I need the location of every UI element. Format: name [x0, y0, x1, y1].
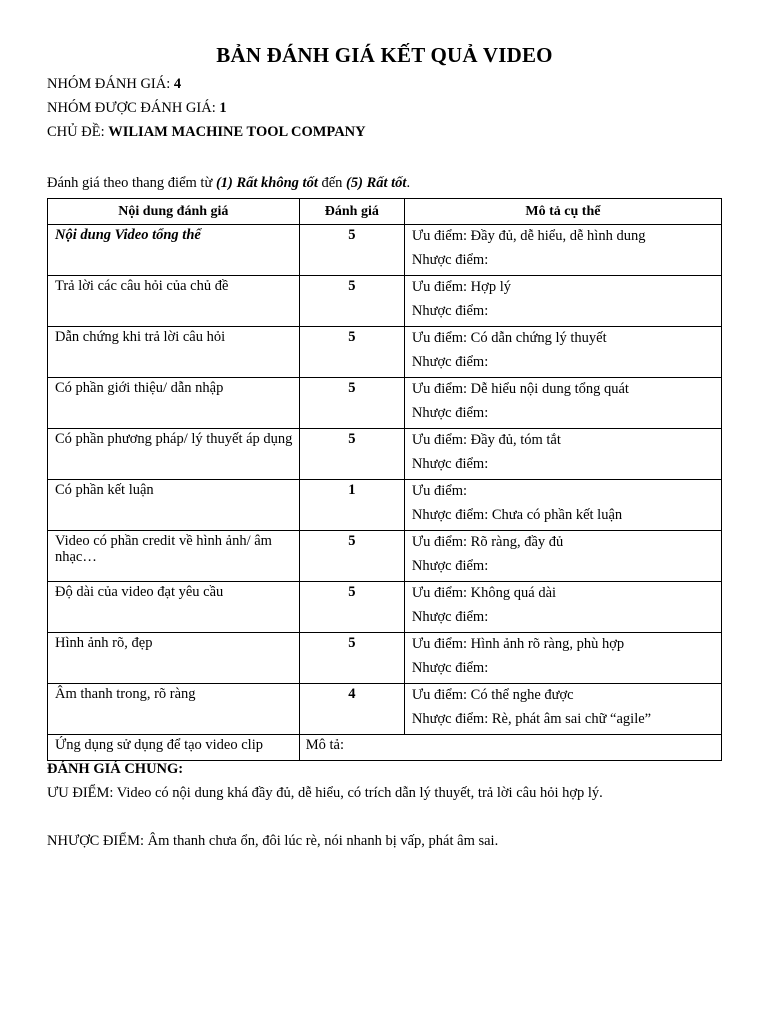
summary-cons: NHƯỢC ĐIỂM: Âm thanh chưa ổn, đôi lúc rè, nói nhanh bị vấp, phát âm sai.: [47, 833, 499, 849]
score-cell: 5: [299, 429, 404, 480]
scale-high: (5) Rất tốt: [346, 175, 407, 191]
description-cell: [404, 684, 721, 735]
evaluation-table: [47, 198, 722, 761]
criterion-cell: Có phần phương pháp/ lý thuyết áp dụng: [48, 429, 300, 480]
description-cell: [404, 531, 721, 582]
table-row: [48, 684, 722, 735]
pros-text: Ưu điểm: Đầy đủ, dễ hiểu, dễ hình dung: [411, 228, 646, 244]
description-cell: [404, 582, 721, 633]
header-score: Đánh giá: [299, 199, 404, 225]
pros-text: Ưu điểm: Đầy đủ, tóm tắt: [411, 432, 561, 448]
cons-text: Nhược điểm:: [411, 405, 489, 421]
evaluated-label: NHÓM ĐƯỢC ĐÁNH GIÁ:: [47, 100, 216, 116]
table-row: [48, 429, 722, 480]
table-row-app: [48, 735, 722, 761]
criterion-cell: Có phần kết luận: [48, 480, 300, 531]
table-row: [48, 378, 722, 429]
table-body: [48, 225, 722, 761]
criterion-cell: Ứng dụng sử dụng để tạo video clip: [48, 735, 300, 761]
pros-text: Ưu điểm: Dễ hiểu nội dung tổng quát: [411, 381, 629, 397]
app-description-cell: Mô tả:: [299, 735, 721, 761]
summary-pros: ƯU ĐIỂM: Video có nội dung khá đầy đủ, dễ hiểu, có trích dẫn lý thuyết, trả lời câu hỏi hợp lý.: [47, 785, 603, 801]
score-cell: 5: [299, 276, 404, 327]
score-cell: 5: [299, 582, 404, 633]
topic-line: [47, 124, 366, 141]
cons-text: Nhược điểm:: [411, 660, 489, 676]
topic-value: WILIAM MACHINE TOOL COMPANY: [108, 124, 366, 140]
score-cell: 5: [299, 531, 404, 582]
criterion-cell: Có phần giới thiệu/ dẫn nhập: [48, 378, 300, 429]
cons-text: Nhược điểm:: [411, 456, 489, 472]
pros-text: Ưu điểm:: [411, 483, 468, 499]
scale-suffix: .: [406, 175, 411, 191]
scale-low: (1) Rất không tốt: [215, 175, 318, 191]
document-title: BẢN ĐÁNH GIÁ KẾT QUẢ VIDEO: [216, 43, 553, 67]
pros-text: Ưu điểm: Có thể nghe được: [411, 687, 574, 703]
group-label: NHÓM ĐÁNH GIÁ:: [47, 76, 171, 92]
description-cell: [404, 633, 721, 684]
group-value: 4: [173, 76, 182, 92]
table-row: [48, 633, 722, 684]
table-row: [48, 582, 722, 633]
evaluated-value: 1: [219, 100, 227, 116]
pros-text: Ưu điểm: Không quá dài: [411, 585, 557, 601]
cons-text: Nhược điểm:: [411, 354, 489, 370]
score-cell: 4: [299, 684, 404, 735]
table-row: [48, 531, 722, 582]
pros-text: Ưu điểm: Có dẫn chứng lý thuyết: [411, 330, 607, 346]
criterion-cell: Độ dài của video đạt yêu cầu: [48, 582, 300, 633]
score-cell: 5: [299, 378, 404, 429]
criterion-cell: Hình ảnh rõ, đẹp: [48, 633, 300, 684]
score-cell: 5: [299, 633, 404, 684]
table-row: [48, 276, 722, 327]
table-header-row: [48, 199, 722, 225]
score-cell: 5: [299, 225, 404, 276]
pros-text: Ưu điểm: Hình ảnh rõ ràng, phù hợp: [411, 636, 625, 652]
description-cell: [404, 327, 721, 378]
cons-text: Nhược điểm: Chưa có phần kết luận: [411, 507, 623, 523]
description-cell: [404, 225, 721, 276]
table-row: [48, 480, 722, 531]
evaluated-group-line: [47, 100, 227, 117]
cons-text: Nhược điểm: Rè, phát âm sai chữ “agile”: [411, 711, 652, 727]
table-row: [48, 327, 722, 378]
criterion-cell: Dẫn chứng khi trả lời câu hỏi: [48, 327, 300, 378]
group-line: [47, 76, 181, 93]
header-criterion: Nội dung đánh giá: [48, 199, 300, 225]
pros-text: Ưu điểm: Rõ ràng, đầy đủ: [411, 534, 564, 550]
header-description: Mô tả cụ thể: [404, 199, 721, 225]
description-cell: [404, 276, 721, 327]
scale-prefix: Đánh giá theo thang điểm từ: [47, 175, 216, 191]
table-row: [48, 225, 722, 276]
cons-text: Nhược điểm:: [411, 558, 489, 574]
topic-label: CHỦ ĐỀ:: [47, 124, 105, 140]
criterion-cell: Âm thanh trong, rõ ràng: [48, 684, 300, 735]
description-cell: [404, 480, 721, 531]
description-cell: [404, 429, 721, 480]
pros-text: Ưu điểm: Hợp lý: [411, 279, 511, 295]
criterion-cell: Nội dung Video tổng thể: [48, 225, 300, 276]
score-cell: 5: [299, 327, 404, 378]
description-cell: [404, 378, 721, 429]
score-cell: 1: [299, 480, 404, 531]
criterion-cell: Trả lời các câu hỏi của chủ đề: [48, 276, 300, 327]
cons-text: Nhược điểm:: [411, 303, 489, 319]
rating-scale-note: [47, 175, 410, 192]
scale-middle: đến: [317, 175, 347, 191]
summary-heading: ĐÁNH GIÁ CHUNG:: [47, 761, 184, 777]
cons-text: Nhược điểm:: [411, 252, 489, 268]
criterion-cell: Video có phần credit về hình ảnh/ âm nhạc…: [48, 531, 300, 582]
cons-text: Nhược điểm:: [411, 609, 489, 625]
